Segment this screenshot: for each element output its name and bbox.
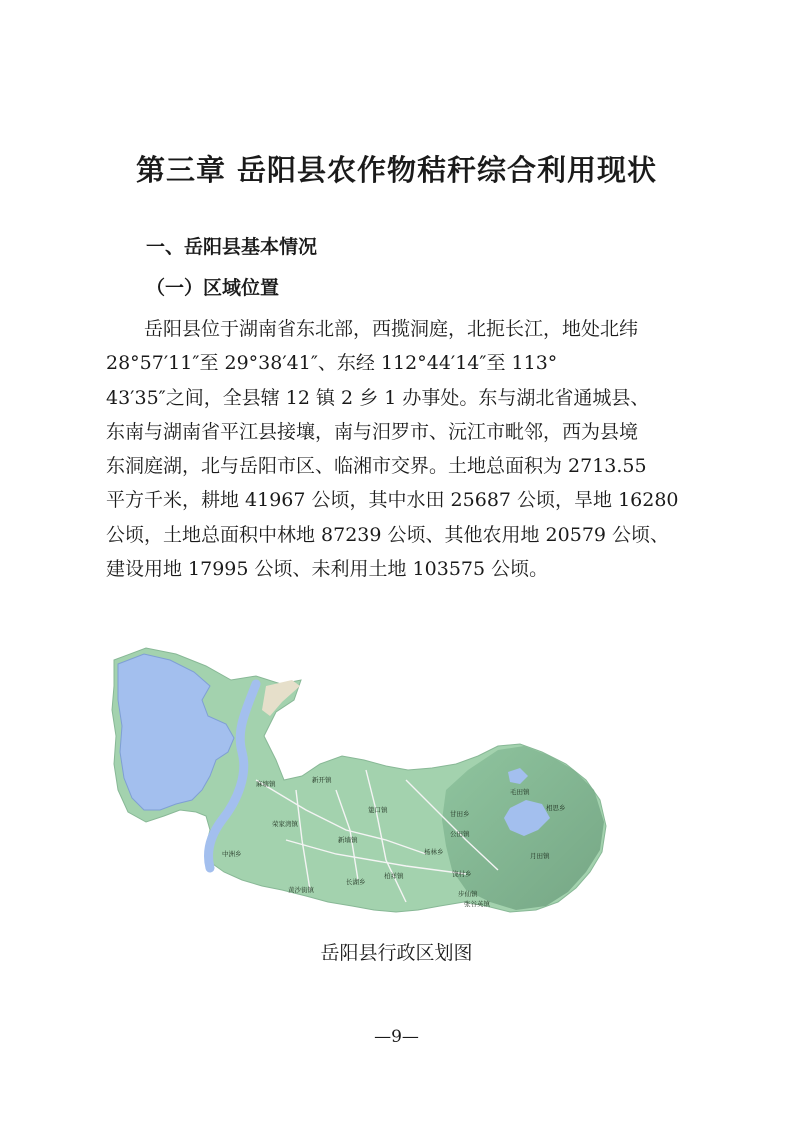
- paragraph-line: 岳阳县位于湖南省东北部，西揽洞庭，北扼长江，地处北纬: [144, 318, 639, 340]
- paragraph-line: 平方千米，耕地 41967 公顷，其中水田 25687 公顷，旱地 16280: [106, 489, 679, 512]
- paragraph-line: 28°57′11″至 29°38′41″、东经 112°44′14″至 113°: [106, 352, 558, 375]
- paragraph-line: 建设用地 17995 公顷、未利用土地 103575 公顷。: [106, 558, 549, 581]
- town-label: 筻口镇: [368, 806, 388, 814]
- town-label: 黄沙街镇: [288, 886, 314, 894]
- paragraph-line: 东洞庭湖，北与岳阳市区、临湘市交界。土地总面积为 2713.55: [106, 455, 647, 478]
- town-label: 新开镇: [312, 776, 332, 784]
- paragraph-line: 东南与湖南省平江县接壤，南与汨罗市、沅江市毗邻，西为县境: [106, 420, 639, 443]
- town-label: 杨林乡: [424, 848, 444, 856]
- town-label: 公田镇: [450, 830, 470, 838]
- town-label: 新墙镇: [338, 836, 358, 844]
- town-label: 麻塘镇: [256, 780, 276, 788]
- paragraph-line: 公顷，土地总面积中林地 87239 公顷、其他农用地 20579 公顷、: [106, 523, 670, 546]
- town-label: 荣家湾镇: [272, 820, 298, 828]
- town-label: 长湖乡: [346, 878, 366, 886]
- page-number: —9—: [374, 1027, 419, 1047]
- county-map: [106, 640, 614, 930]
- town-label: 步仙镇: [458, 890, 478, 898]
- town-label: 中洲乡: [222, 850, 242, 858]
- town-label: 柏祥镇: [384, 872, 404, 880]
- town-label: 毛田镇: [510, 788, 530, 796]
- paragraph-line: 43′35″之间，全县辖 12 镇 2 乡 1 办事处。东与湖北省通城县、: [106, 386, 650, 409]
- county-map-svg: [106, 640, 614, 930]
- section-heading: 一、岳阳县基本情况: [146, 236, 318, 258]
- town-label: 张谷英镇: [464, 900, 490, 908]
- town-label: 相思乡: [546, 804, 566, 812]
- map-caption: 岳阳县行政区划图: [320, 942, 473, 964]
- town-label: 月田镇: [530, 852, 550, 860]
- chapter-title: 第三章 岳阳县农作物秸秆综合利用现状: [135, 153, 658, 187]
- town-label: 甘田乡: [450, 810, 470, 818]
- subsection-heading: （一）区域位置: [146, 277, 280, 299]
- location-paragraph: [106, 312, 696, 586]
- town-label: 饶村乡: [452, 870, 472, 878]
